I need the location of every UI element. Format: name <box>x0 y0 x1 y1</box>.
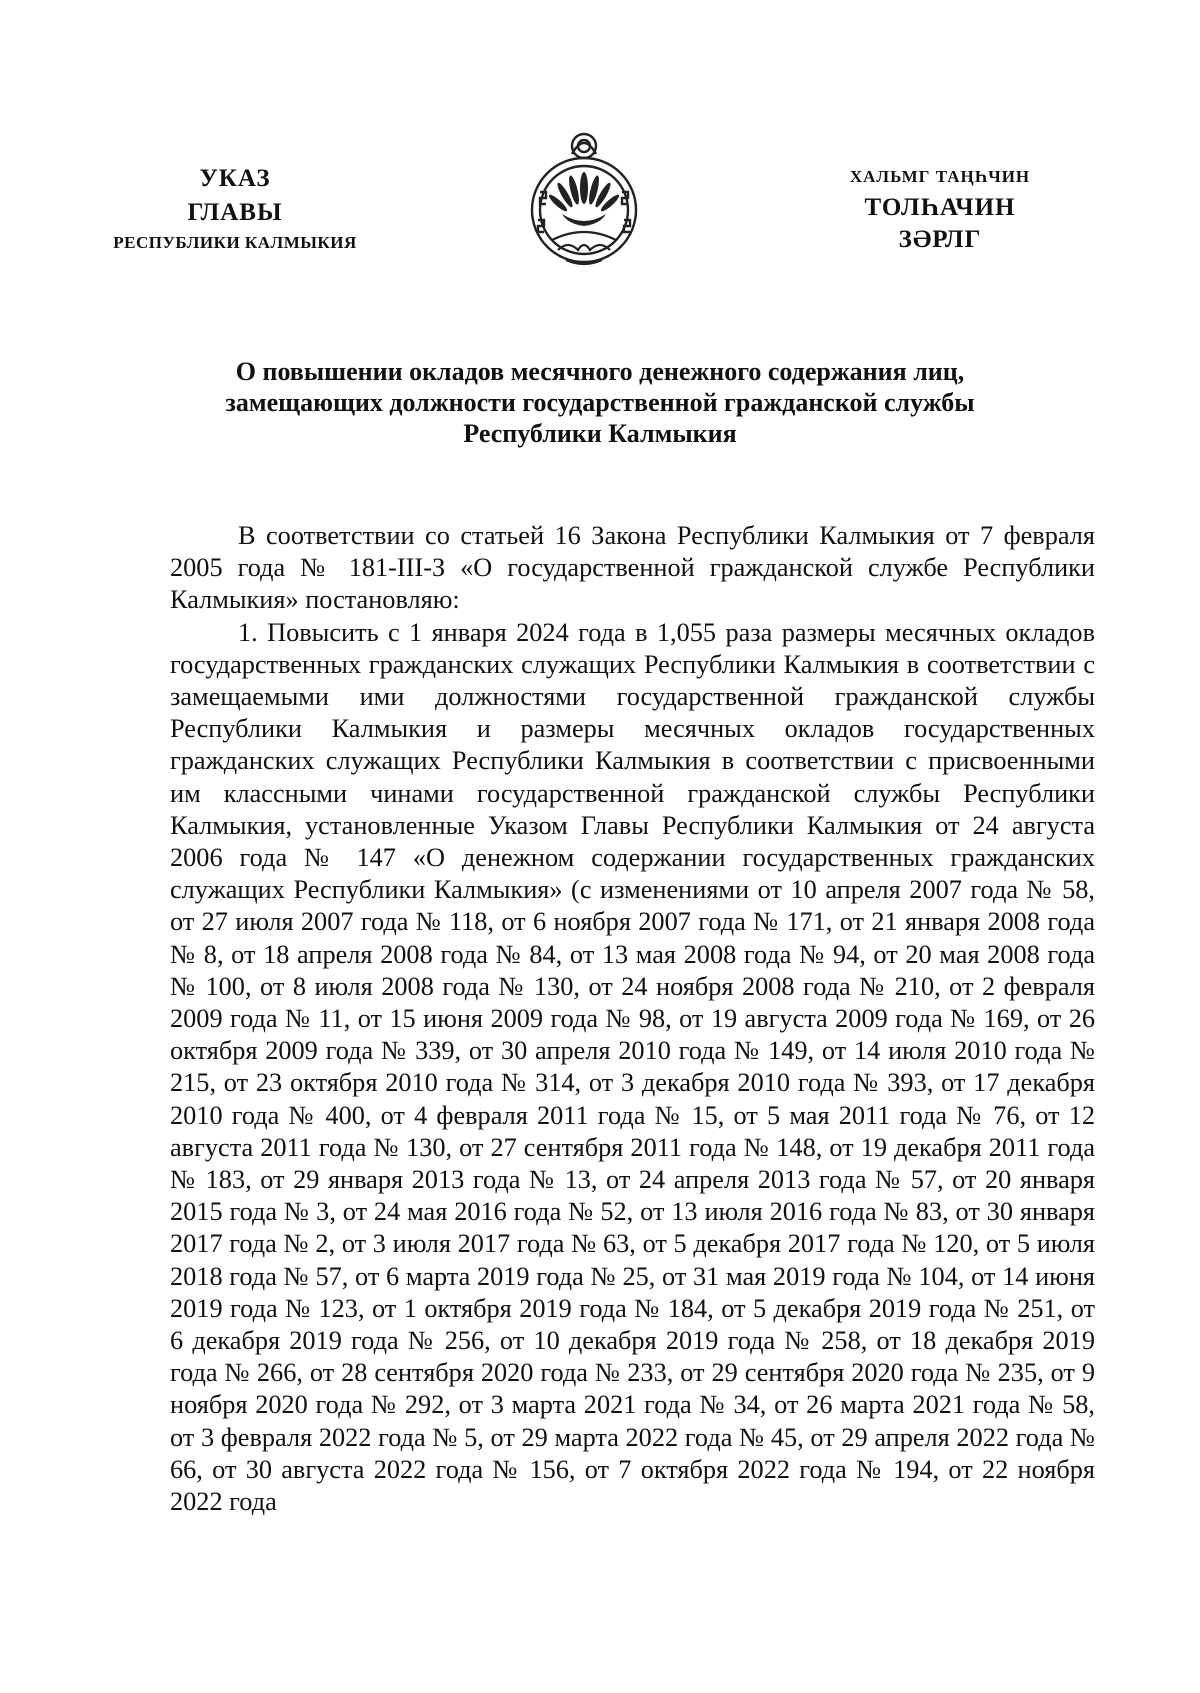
header-left-line2: ГЛАВЫ <box>187 199 283 226</box>
header-right-line1: ХАЛЬМГ ТАҢҺЧИН <box>849 167 1031 186</box>
title-line1: О повышении окладов месячного денежного содержания лиц, <box>235 357 965 386</box>
title-line2: замещающих должности государственной гражданской службы <box>225 388 975 417</box>
header-right-line3: ЗӘРЛГ <box>898 226 982 253</box>
header-right-line2: ТОЛҺАЧИН <box>864 194 1016 221</box>
header-left <box>85 162 385 256</box>
clause-1-paragraph: 1. Повысить с 1 января 2024 года в 1,055 раза размеры месячных окладов государственных гражданских служащих Республики Калмыкия в соответствии с замещаемыми ими должностями государственной гражданской службы Республики Калмыкия и размеры месячных окладов государственных гражданских служащих Республики Калмыкия в соответствии с присвоенными им классными чинами государственной гражданской службы Республики Калмыкия, установленные Указом Главы Республики Калмыкия от 24 августа 2006 года № 147 «О денежном содержании государственных гражданских служащих Республики Калмыкия» (с изменениями от 10 апреля 2007 года № 58, от 27 июля 2007 года № 118, от 6 ноября 2007 года № 171, от 21 января 2008 года № 8, от 18 апреля 2008 года № 84, от 13 мая 2008 года № 94, от 20 мая 2008 года № 100, от 8 июля 2008 года № 130, от 24 ноября 2008 года № 210, от 2 февраля 2009 года № 11, от 15 июня 2009 года № 98, от 19 августа 2009 года № 169, от 26 октября 2009 года № 339, от 30 апреля 2010 года № 149, от 14 июля 2010 года № 215, от 23 октября 2010 года № 314, от 3 декабря 2010 года № 393, от 17 декабря 2010 года № 400, от 4 февраля 2011 года № 15, от 5 мая 2011 года № 76, от 12 августа 2011 года № 130, от 27 сентября 2011 года № 148, от 19 декабря 2011 года № 183, от 29 января 2013 года № 13, от 24 апреля 2013 года № 57, от 20 января 2015 года № 3, от 24 мая 2016 года № 52, от 13 июля 2016 года № 83, от 30 января 2017 года № 2, от 3 июля 2017 года № 63, от 5 декабря 2017 года № 120, от 5 июля 2018 года № 57, от 6 марта 2019 года № 25, от 31 мая 2019 года № 104, от 14 июня 2019 года № 123, от 1 октября 2019 года № 184, от 5 декабря 2019 года № 251, от 6 декабря 2019 года № 256, от 10 декабря 2019 года № 258, от 18 декабря 2019 года № 266, от 28 сентября 2020 года № 233, от 29 сентября 2020 года № 235, от 9 ноября 2020 года № 292, от 3 марта 2021 года № 34, от 26 марта 2021 года № 58, от 3 февраля 2022 года № 5, от 29 марта 2022 года № 45, от 29 апреля 2022 года № 66, от 30 августа 2022 года № 156, от 7 октября 2022 года № 194, от 22 ноября 2022 года <box>170 617 1095 1517</box>
header-right <box>820 162 1060 256</box>
document-title <box>130 356 1070 449</box>
title-line3: Республики Калмыкия <box>463 419 737 448</box>
document-body <box>170 520 1095 1518</box>
preamble-paragraph: В соответствии со статьей 16 Закона Республики Калмыкия от 7 февраля 2005 года № 181-III-З «О государственной гражданской службе Республики Калмыкия» постановляю: <box>170 521 1095 615</box>
header-left-line1: УКАЗ <box>199 165 271 192</box>
coat-of-arms-icon <box>522 128 646 270</box>
header-left-line3: РЕСПУБЛИКИ КАЛМЫКИЯ <box>113 233 357 252</box>
